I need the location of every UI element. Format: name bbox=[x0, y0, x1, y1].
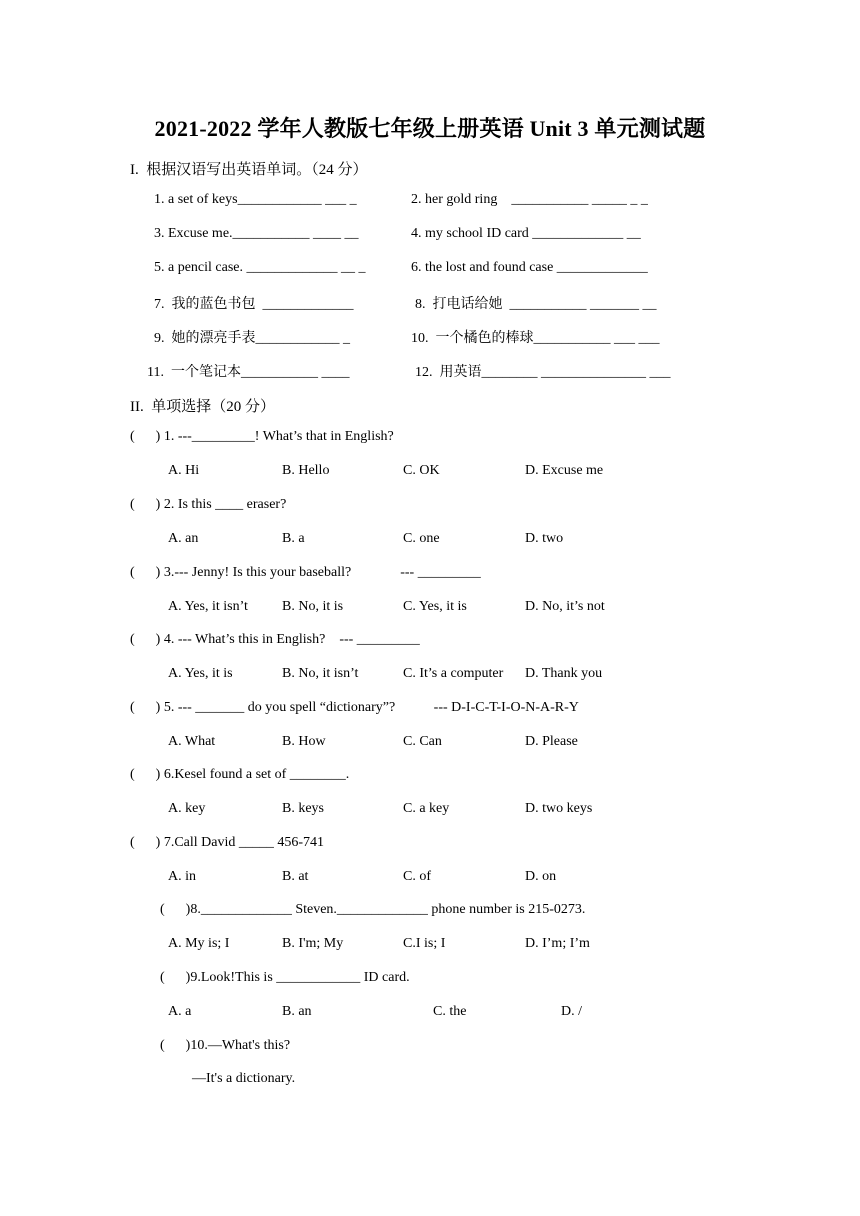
question-1-option-a: A. Hi bbox=[168, 463, 200, 478]
question-5-stem: ( ) 5. --- _______ do you spell “dictionary”? --- D-I-C-T-I-O-N-A-R-Y bbox=[130, 700, 579, 715]
question-9-stem: ( )9.Look!This is ____________ ID card. bbox=[160, 970, 410, 985]
question-5-option-c: C. Can bbox=[403, 734, 442, 749]
question-1-option-c: C. OK bbox=[403, 463, 440, 478]
question-3-option-c: C. Yes, it is bbox=[403, 599, 467, 614]
question-6-option-b: B. keys bbox=[282, 801, 324, 816]
question-2-option-b: B. a bbox=[282, 531, 305, 546]
vocab-item-6: 6. the lost and found case _____________ bbox=[411, 260, 648, 275]
question-10-stem: ( )10.—What's this? bbox=[160, 1038, 291, 1053]
question-3-option-b: B. No, it is bbox=[282, 599, 344, 614]
vocab-item-10: 10. 一个橘色的棒球___________ ___ ___ bbox=[411, 331, 660, 346]
question-7-option-c: C. of bbox=[403, 869, 431, 884]
question-8-option-a: A. My is; I bbox=[168, 936, 230, 951]
question-4-option-c: C. It’s a computer bbox=[403, 666, 504, 681]
question-2-option-d: D. two bbox=[525, 531, 564, 546]
question-9-option-c: C. the bbox=[433, 1004, 467, 1019]
vocab-item-4: 4. my school ID card _____________ __ bbox=[411, 226, 641, 241]
question-5-option-b: B. How bbox=[282, 734, 326, 749]
question-1-stem: ( ) 1. ---_________! What’s that in English? bbox=[130, 429, 394, 444]
question-6-stem: ( ) 6.Kesel found a set of ________. bbox=[130, 767, 350, 782]
question-9-option-a: A. a bbox=[168, 1004, 192, 1019]
question-8-stem: ( )8._____________ Steven._____________ phone number is 215-0273. bbox=[160, 902, 586, 917]
section-1-heading: I. 根据汉语写出英语单词。（24 分） bbox=[130, 162, 368, 178]
question-3-stem: ( ) 3.--- Jenny! Is this your baseball? --- _________ bbox=[130, 565, 481, 580]
question-6-option-c: C. a key bbox=[403, 801, 450, 816]
section-2-heading: II. 单项选择（20 分） bbox=[130, 399, 275, 415]
vocab-item-11: 11. 一个笔记本___________ ____ bbox=[147, 365, 350, 380]
question-9-option-d: D. / bbox=[561, 1004, 582, 1019]
vocab-item-12: 12. 用英语________ _______________ ___ bbox=[415, 365, 671, 380]
vocab-item-5: 5. a pencil case. _____________ __ _ bbox=[154, 260, 366, 275]
question-7-option-a: A. in bbox=[168, 869, 196, 884]
page-title: 2021-2022 学年人教版七年级上册英语 Unit 3 单元测试题 bbox=[154, 116, 706, 141]
vocab-item-2: 2. her gold ring ___________ _____ _ _ bbox=[411, 192, 648, 207]
question-6-option-d: D. two keys bbox=[525, 801, 593, 816]
question-7-option-d: D. on bbox=[525, 869, 557, 884]
question-5-option-d: D. Please bbox=[525, 734, 578, 749]
question-4-option-b: B. No, it isn’t bbox=[282, 666, 359, 681]
vocab-item-9: 9. 她的漂亮手表____________ _ bbox=[154, 331, 350, 346]
question-1-option-b: B. Hello bbox=[282, 463, 330, 478]
vocab-item-7: 7. 我的蓝色书包 _____________ bbox=[154, 297, 354, 312]
question-8-option-d: D. I’m; I’m bbox=[525, 936, 590, 951]
question-3-option-a: A. Yes, it isn’t bbox=[168, 599, 248, 614]
question-1-option-d: D. Excuse me bbox=[525, 463, 604, 478]
question-4-option-a: A. Yes, it is bbox=[168, 666, 233, 681]
vocab-item-3: 3. Excuse me.___________ ____ __ bbox=[154, 226, 359, 241]
question-8-option-c: C.I is; I bbox=[403, 936, 446, 951]
question-6-option-a: A. key bbox=[168, 801, 206, 816]
question-7-stem: ( ) 7.Call David _____ 456-741 bbox=[130, 835, 325, 850]
question-2-stem: ( ) 2. Is this ____ eraser? bbox=[130, 497, 287, 512]
vocab-item-8: 8. 打电话给她 ___________ _______ __ bbox=[415, 297, 657, 312]
question-4-stem: ( ) 4. --- What’s this in English? --- _________ bbox=[130, 632, 420, 647]
question-3-option-d: D. No, it’s not bbox=[525, 599, 605, 614]
question-4-option-d: D. Thank you bbox=[525, 666, 603, 681]
question-5-option-a: A. What bbox=[168, 734, 216, 749]
question-2-option-c: C. one bbox=[403, 531, 440, 546]
question-9-option-b: B. an bbox=[282, 1004, 312, 1019]
vocab-item-1: 1. a set of keys____________ ___ _ bbox=[154, 192, 357, 207]
question-10-answer-line: —It's a dictionary. bbox=[192, 1071, 296, 1086]
question-8-option-b: B. I'm; My bbox=[282, 936, 344, 951]
question-7-option-b: B. at bbox=[282, 869, 309, 884]
question-2-option-a: A. an bbox=[168, 531, 199, 546]
